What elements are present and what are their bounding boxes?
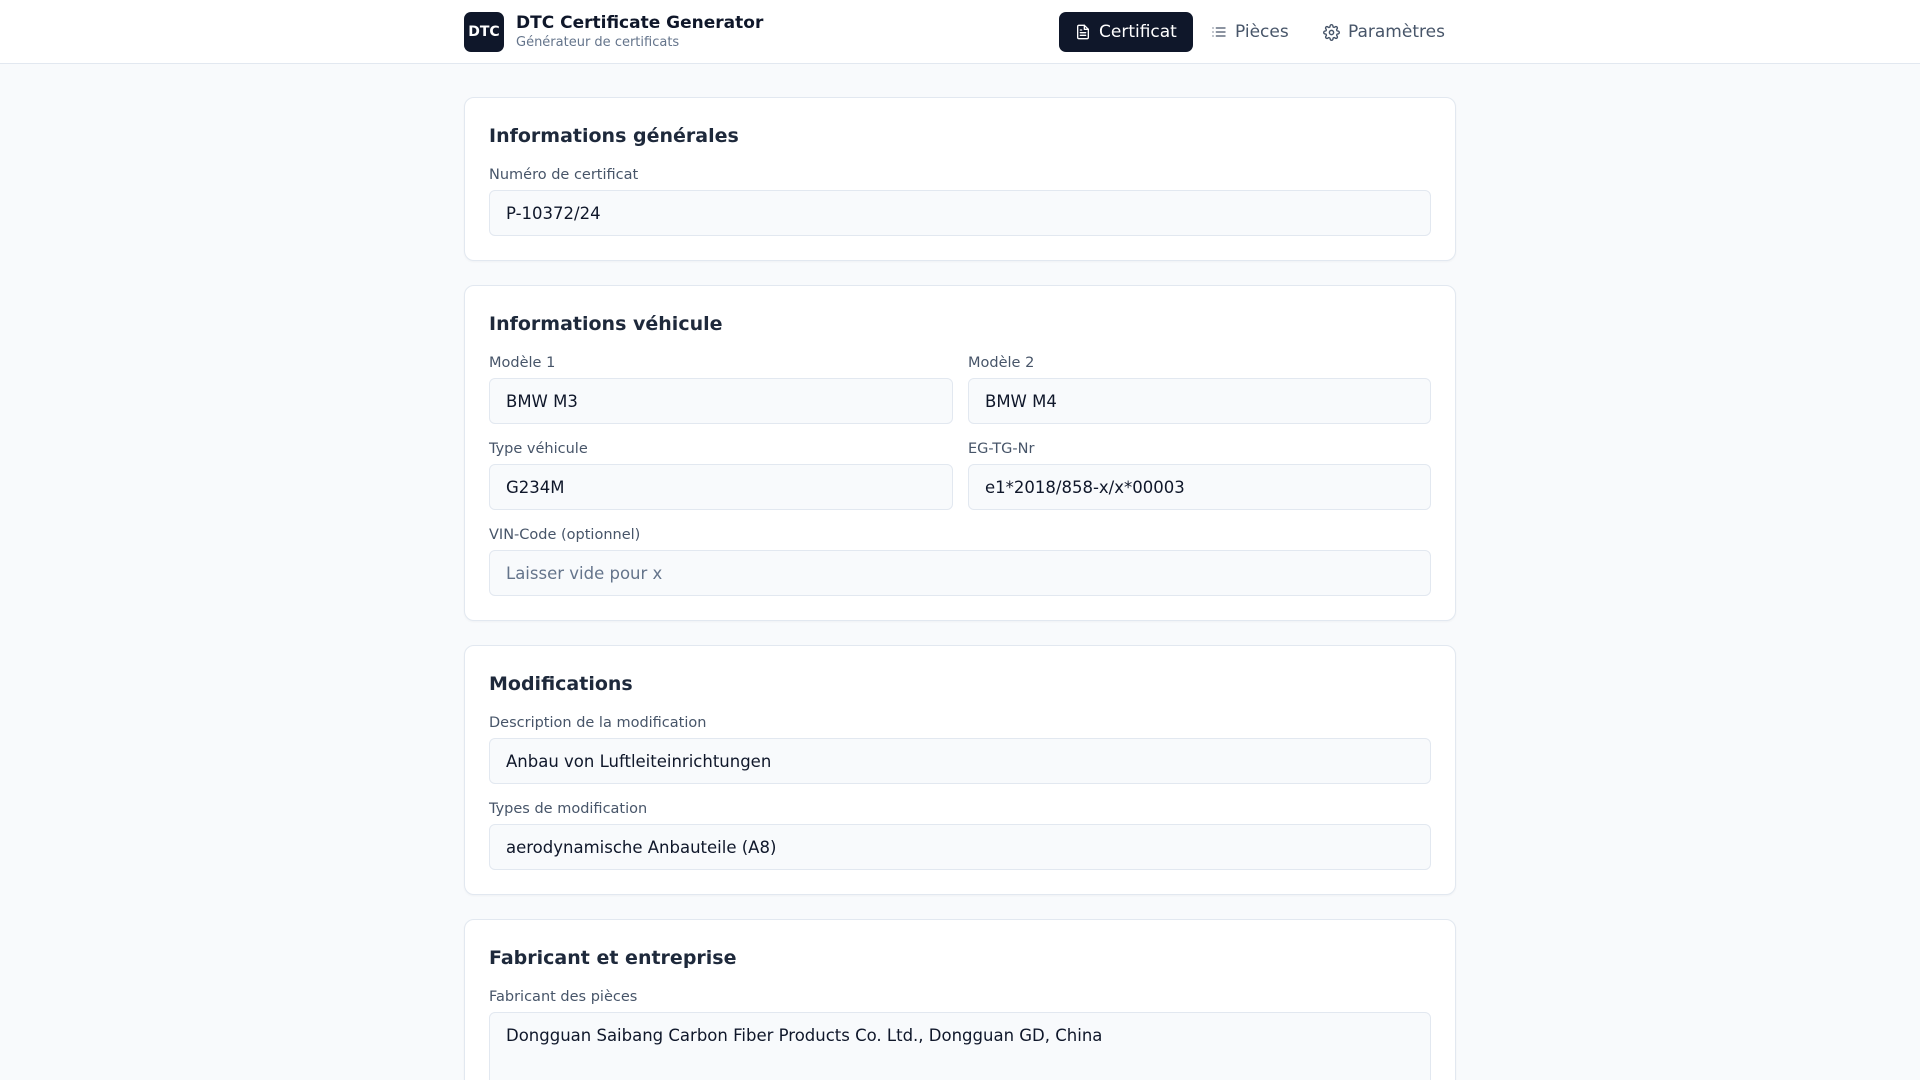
nav-certificat-button[interactable]: [1059, 12, 1193, 52]
certificate-number-input[interactable]: [489, 190, 1431, 236]
modification-types-input[interactable]: [489, 824, 1431, 870]
list-icon: [1211, 24, 1227, 40]
nav-parametres-button[interactable]: [1307, 12, 1461, 52]
app-subtitle: Générateur de certificats: [516, 35, 680, 50]
modification-description-label: Description de la modification: [489, 715, 707, 731]
model1-label: Modèle 1: [489, 355, 556, 371]
model1-input[interactable]: [489, 378, 953, 424]
document-icon: [1075, 24, 1091, 40]
app-title: DTC Certificate Generator: [516, 13, 764, 33]
nav-certificat-label: Certificat: [1099, 22, 1177, 42]
parts-manufacturer-label: Fabricant des pièces: [489, 989, 638, 1005]
eg-tg-nr-input[interactable]: [968, 464, 1431, 510]
brand: [464, 12, 763, 52]
modifications-title: Modifications: [489, 673, 633, 695]
manufacturer-title: Fabricant et entreprise: [489, 947, 737, 969]
modification-types-label: Types de modification: [489, 801, 648, 817]
manufacturer-card: [464, 919, 1456, 1080]
model2-label: Modèle 2: [968, 355, 1035, 371]
model2-input[interactable]: [968, 378, 1431, 424]
app-header: [0, 0, 1920, 64]
vehicle-info-card: [464, 285, 1456, 621]
certificate-number-label: Numéro de certificat: [489, 167, 639, 183]
parts-manufacturer-textarea[interactable]: [489, 1012, 1431, 1080]
gear-icon: [1323, 24, 1340, 41]
eg-tg-nr-label: EG-TG-Nr: [968, 441, 1035, 457]
brand-text: [516, 12, 763, 52]
general-info-card: [464, 97, 1456, 261]
nav-pieces-label: Pièces: [1235, 22, 1289, 42]
app-logo: DTC: [464, 12, 504, 52]
nav-pieces-button[interactable]: [1195, 12, 1305, 52]
vehicle-type-label: Type véhicule: [489, 441, 588, 457]
modification-description-input[interactable]: [489, 738, 1431, 784]
nav-parametres-label: Paramètres: [1348, 22, 1445, 42]
modifications-card: [464, 645, 1456, 895]
vehicle-type-input[interactable]: [489, 464, 953, 510]
vehicle-info-title: Informations véhicule: [489, 313, 723, 335]
vin-code-label: VIN-Code (optionnel): [489, 527, 641, 543]
general-info-title: Informations générales: [489, 125, 739, 147]
vin-code-input[interactable]: [489, 550, 1431, 596]
